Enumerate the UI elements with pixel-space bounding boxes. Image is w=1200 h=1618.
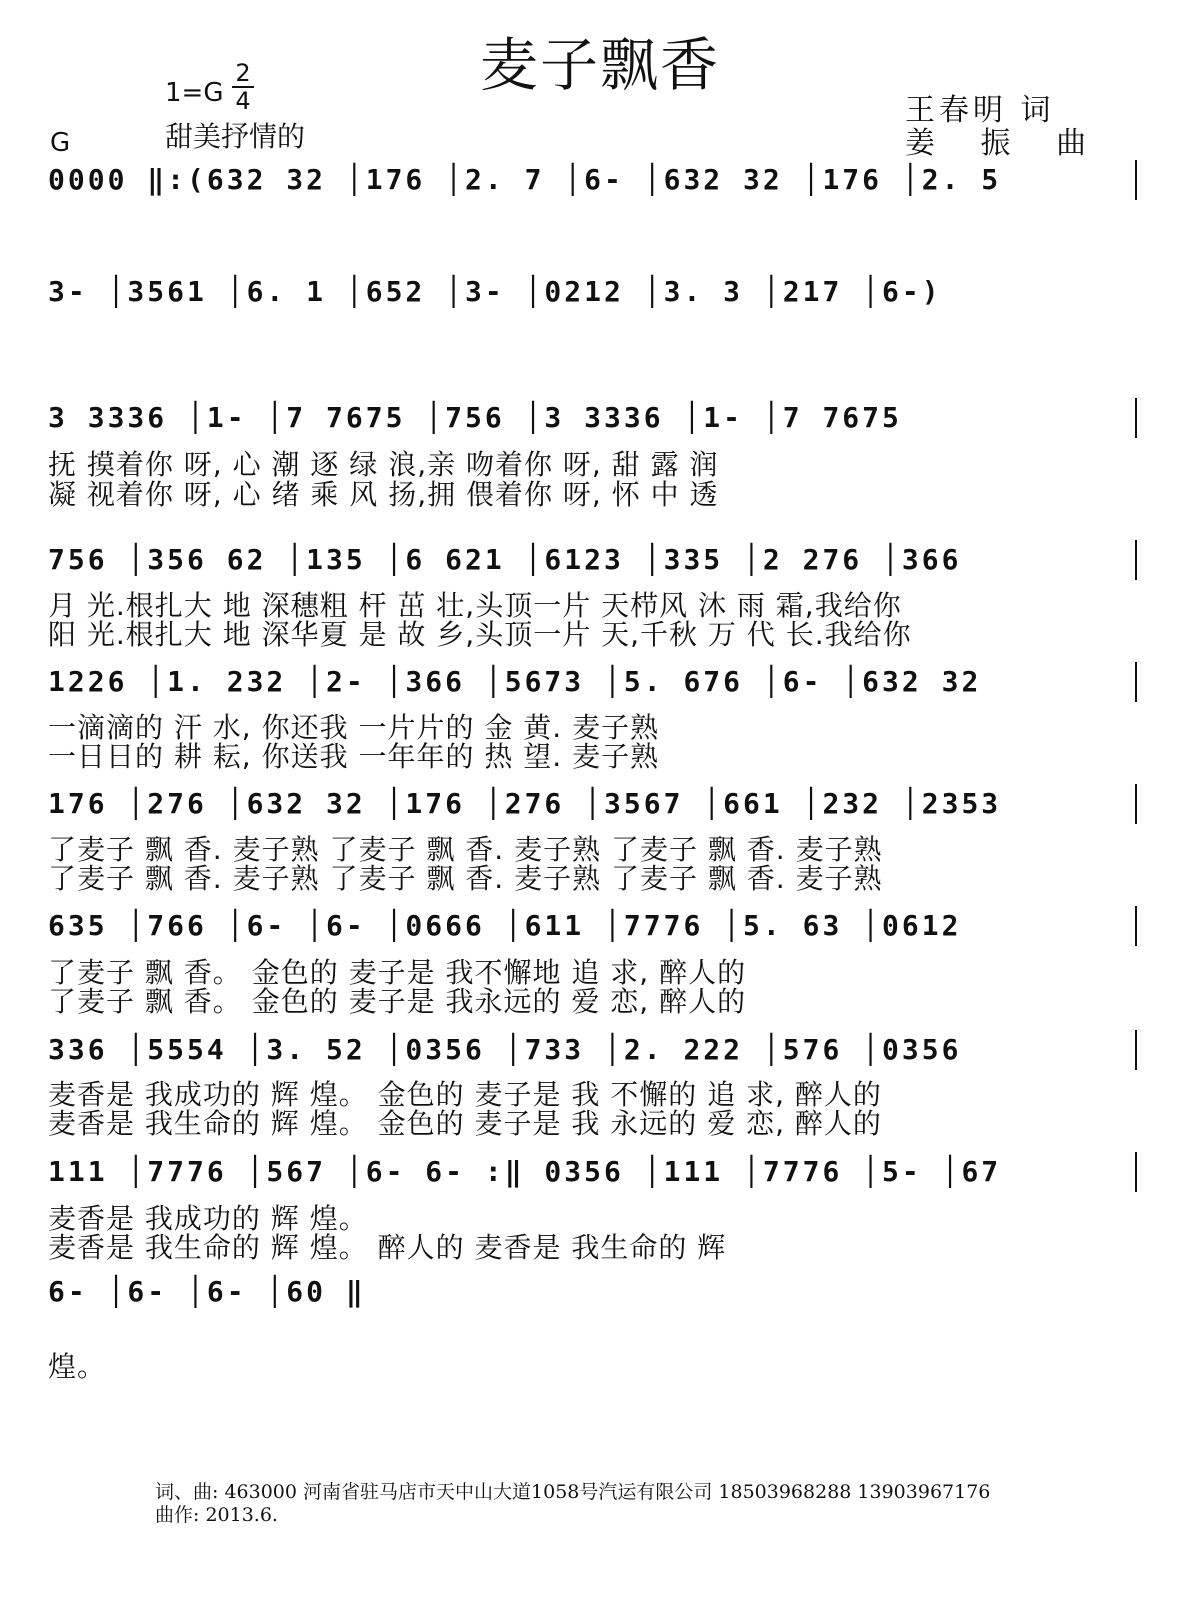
score-line-4 (0, 540, 1200, 580)
tempo-marking: 甜美抒情的 (165, 120, 306, 153)
notation-text: 635 │766 │6- │6- │0666 │611 │7776 │5. 63 │0612 (48, 909, 962, 942)
composer-credit: 姜 振 曲 (905, 126, 1105, 161)
lyrics-verse1: 了麦子 飘 香。 金色的 麦子是 我不懈地 追 求, 醉人的 (48, 958, 747, 988)
score-line-8 (0, 1030, 1200, 1070)
barline (1135, 784, 1137, 824)
score-line-2 (0, 272, 1200, 312)
score-line-7 (0, 906, 1200, 946)
time-signature (232, 60, 254, 114)
lyrics-verse2: 一日日的 耕 耘, 你送我 一年年的 热 望. 麦子熟 (48, 742, 660, 772)
score-line-5 (0, 662, 1200, 702)
score-line-9 (0, 1152, 1200, 1192)
lyricist-credit: 王春明 词 (905, 93, 1055, 128)
barline (1135, 160, 1137, 200)
lyrics-verse2: 凝 视着你 呀, 心 绪 乘 风 扬,拥 偎着你 呀, 怀 中 透 (48, 480, 719, 510)
lyrics-verse2: 麦香是 我生命的 辉 煌。 醉人的 麦香是 我生命的 辉 (48, 1233, 727, 1263)
lyrics-final: 煌。 (48, 1352, 107, 1382)
chord-label: G (50, 128, 71, 158)
key-signature: 1=G (165, 78, 224, 108)
song-title: 麦子飘香 (479, 31, 720, 99)
notation-text: 3 3336 │1- │7 7675 │756 │3 3336 │1- │7 7675 (48, 401, 902, 434)
notation-text: 111 │7776 │567 │6- 6- :‖ 0356 │111 │7776 │5- │67 (48, 1155, 1002, 1188)
score-line-6 (0, 784, 1200, 824)
notation-text: 1226 │1. 232 │2- │366 │5673 │5. 676 │6- │632 32 (48, 665, 982, 698)
barline (1135, 1030, 1137, 1070)
lyrics-verse1: 一滴滴的 汗 水, 你还我 一片片的 金 黄. 麦子熟 (48, 713, 660, 743)
score-line-10 (0, 1272, 1200, 1312)
notation-text: 176 │276 │632 32 │176 │276 │3567 │661 │232 │2353 (48, 787, 1002, 820)
barline (1135, 1152, 1137, 1192)
lyrics-verse2: 麦香是 我生命的 辉 煌。 金色的 麦子是 我 永远的 爱 恋, 醉人的 (48, 1109, 882, 1139)
lyrics-verse1: 了麦子 飘 香. 麦子熟 了麦子 飘 香. 麦子熟 了麦子 飘 香. 麦子熟 (48, 835, 883, 865)
barline (1135, 906, 1137, 946)
lyrics-verse1: 麦香是 我成功的 辉 煌。 金色的 麦子是 我 不懈的 追 求, 醉人的 (48, 1080, 882, 1110)
notation-text: 756 │356 62 │135 │6 621 │6123 │335 │2 276 │366 (48, 543, 962, 576)
notation-text: 3- │3561 │6. 1 │652 │3- │0212 │3. 3 │217 │6-) (48, 275, 942, 308)
barline (1135, 540, 1137, 580)
lyrics-verse2: 了麦子 飘 香。 金色的 麦子是 我永远的 爱 恋, 醉人的 (48, 987, 747, 1017)
notation-text: 336 │5554 │3. 52 │0356 │733 │2. 222 │576 │0356 (48, 1033, 962, 1066)
lyrics-verse2: 阳 光.根扎大 地 深华夏 是 故 乡,头顶一片 天,千秋 万 代 长.我给你 (48, 620, 912, 650)
time-bottom: 4 (235, 87, 251, 115)
lyrics-verse2: 了麦子 飘 香. 麦子熟 了麦子 飘 香. 麦子熟 了麦子 飘 香. 麦子熟 (48, 864, 883, 894)
lyrics-verse1: 抚 摸着你 呀, 心 潮 逐 绿 浪,亲 吻着你 呀, 甜 露 润 (48, 450, 719, 480)
notation-text: 6- │6- │6- │60 ‖ (48, 1275, 366, 1308)
barline (1135, 662, 1137, 702)
score-line-1 (0, 160, 1200, 200)
score-line-3 (0, 398, 1200, 438)
notation-text: 0000 ‖:(632 32 │176 │2. 7 │6- │632 32 │176 │2. 5 (48, 163, 1002, 196)
footer-contact: 词、曲: 463000 河南省驻马店市天中山大道1058号汽运有限公司 18503968288 13903967176 (155, 1481, 991, 1503)
time-top: 2 (232, 60, 254, 88)
lyrics-verse1: 麦香是 我成功的 辉 煌。 (48, 1204, 368, 1234)
footer-date: 曲作: 2013.6. (155, 1504, 278, 1526)
lyrics-verse1: 月 光.根扎大 地 深穗粗 杆 茁 壮,头顶一片 天栉风 沐 雨 霜,我给你 (48, 591, 902, 621)
barline (1135, 398, 1137, 438)
